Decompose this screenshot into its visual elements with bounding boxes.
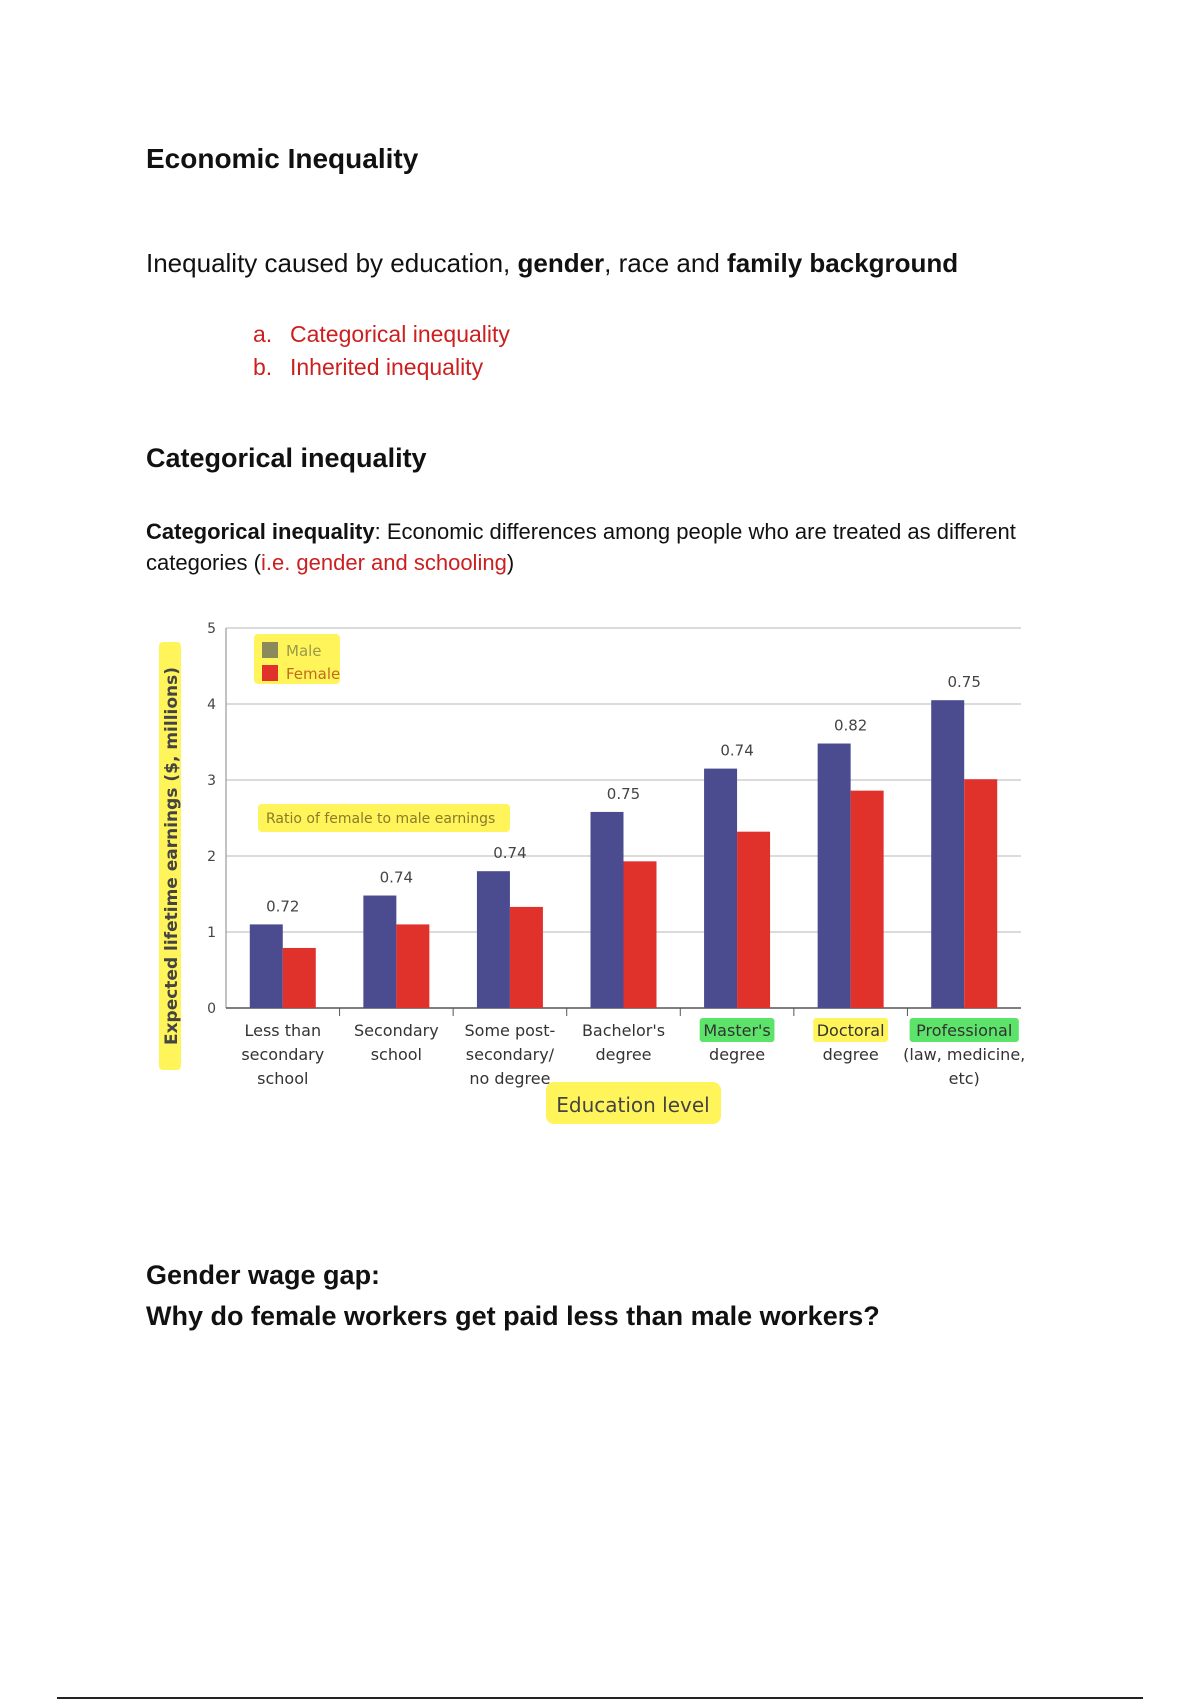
legend-swatch-female [262, 665, 278, 681]
category-label: Some post- [464, 1021, 556, 1040]
ratio-label: 0.72 [266, 897, 300, 916]
ratio-label: 0.74 [720, 741, 754, 760]
gap-heading-line-2: Why do female workers get paid less than male workers? [146, 1301, 880, 1331]
bar-female [964, 779, 997, 1008]
bar-male [477, 871, 510, 1008]
bar-female [283, 948, 316, 1008]
category-label: Secondary [353, 1021, 439, 1040]
list-marker: b. [253, 354, 273, 380]
legend-swatch-male [262, 642, 278, 658]
gap-heading-line-1: Gender wage gap: [146, 1260, 381, 1290]
category-label: school [257, 1069, 309, 1088]
category-label: degree [595, 1045, 652, 1064]
intro-text-2: , race and [604, 248, 728, 278]
category-label: degree [822, 1045, 879, 1064]
intro-bold-family: family background [727, 248, 959, 278]
ratio-label: 0.75 [606, 784, 641, 803]
legend-label-male: Male [286, 642, 322, 660]
category-label: secondary/ [465, 1045, 555, 1064]
intro-paragraph [146, 248, 958, 279]
list-item-text: Inherited inequality [290, 354, 484, 380]
category-label: Bachelor's [581, 1021, 666, 1040]
category-label: Less than [244, 1021, 322, 1040]
category-label: (law, medicine, [903, 1045, 1026, 1064]
bar-male [704, 769, 737, 1008]
category-label: secondary [241, 1045, 325, 1064]
bar-male [591, 812, 624, 1008]
bar-male [363, 896, 396, 1008]
definition-close: ) [506, 550, 515, 575]
ratio-label: 0.74 [379, 868, 414, 887]
bar-male [250, 924, 283, 1008]
bar-female [510, 907, 543, 1008]
y-tick-label: 2 [207, 849, 216, 865]
ratio-label: 0.82 [833, 716, 868, 735]
x-axis-label: Education level [556, 1093, 710, 1117]
ratio-annotation: Ratio of female to male earnings [266, 811, 496, 827]
bottom-rule [57, 1697, 1143, 1699]
bar-female [396, 924, 429, 1008]
bar-male [931, 700, 964, 1008]
category-label: Doctoral [816, 1021, 885, 1040]
category-label: Master's [703, 1021, 771, 1040]
document-title: Economic Inequality [146, 143, 419, 174]
list-item [253, 351, 510, 384]
gap-heading [146, 1255, 880, 1337]
y-tick-label: 3 [207, 773, 216, 789]
intro-text-1: Inequality caused by education, [146, 248, 518, 278]
definition-highlight: i.e. gender and schooling [260, 550, 507, 575]
category-label: no degree [469, 1069, 551, 1088]
inequality-types-list [253, 318, 510, 384]
ratio-label: 0.75 [947, 673, 981, 692]
definition-paragraph [146, 516, 1086, 578]
definition-term: Categorical inequality [146, 519, 375, 544]
y-tick-label: 0 [207, 1001, 216, 1017]
legend-label-female: Female [286, 665, 341, 683]
y-tick-label: 5 [207, 621, 216, 637]
list-marker: a. [253, 321, 273, 347]
category-label: Professional [916, 1021, 1013, 1040]
section-heading: Categorical inequality [146, 443, 427, 473]
list-item [253, 318, 510, 351]
category-label: etc) [948, 1069, 980, 1088]
bar-male [818, 744, 851, 1008]
y-axis-label: Expected lifetime earnings ($, millions) [162, 666, 182, 1046]
bar-female [737, 832, 770, 1008]
y-tick-label: 1 [207, 925, 216, 941]
category-label: school [370, 1045, 423, 1064]
y-tick-label: 4 [207, 697, 216, 713]
bar-female [624, 861, 657, 1008]
intro-bold-gender: gender [517, 248, 605, 278]
ratio-label: 0.74 [493, 844, 527, 863]
category-label: degree [709, 1045, 766, 1064]
definition-text: : Economic differences among people who are treated as different categories ( [146, 519, 1016, 575]
bar-female [851, 791, 884, 1008]
earnings-bar-chart [146, 612, 1026, 1142]
list-item-text: Categorical inequality [290, 321, 510, 347]
